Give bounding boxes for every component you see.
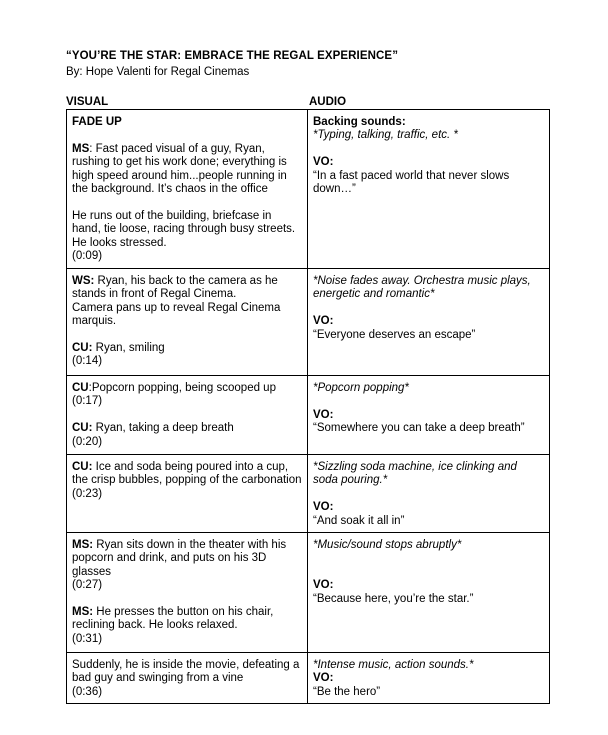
- vo-line: “Somewhere you can take a deep breath”: [313, 422, 525, 435]
- audio-cell-1: [308, 110, 550, 269]
- vo-label: VO:: [313, 315, 334, 328]
- vo-label: VO:: [313, 579, 334, 592]
- document-byline: By: Hope Valenti for Regal Cinemas: [66, 66, 250, 78]
- timecode: (0:31): [72, 632, 103, 645]
- script-row-6: [67, 653, 550, 704]
- shot-description: He presses the button on his chair, reclining back. He looks relaxed.: [72, 606, 274, 632]
- visual-text: [72, 461, 302, 488]
- shot-label: CU:: [72, 422, 93, 435]
- shot-description: Ryan, smiling: [92, 342, 165, 355]
- shot-label: WS:: [72, 275, 95, 287]
- visual-text: [72, 606, 302, 633]
- audio-cell-4: [308, 455, 550, 533]
- shot-label: CU: [72, 382, 89, 394]
- visual-cell-5: [67, 533, 308, 653]
- visual-cell-3: [67, 376, 308, 455]
- vo-label: VO:: [313, 408, 334, 421]
- visual-text: Camera pans up to reveal Regal Cinema marquis.: [72, 301, 281, 328]
- audio-cell-3: [308, 376, 550, 455]
- vo-label: VO:: [313, 156, 334, 169]
- timecode: (0:17): [72, 395, 103, 408]
- backing-sounds-label: Backing sounds:: [313, 116, 406, 128]
- script-table: [66, 109, 550, 704]
- shot-description: Ryan, his back to the camera as he stands in front of Regal Cinema.: [72, 275, 278, 301]
- vo-line: “In a fast paced world that never slows down…”: [313, 169, 510, 196]
- visual-text: [72, 342, 302, 355]
- audio-column-header: AUDIO: [309, 96, 347, 108]
- shot-label: MS:: [72, 606, 94, 619]
- visual-text: [72, 143, 302, 197]
- visual-text: [72, 422, 302, 435]
- vo-line: “Because here, you’re the star.”: [313, 592, 474, 605]
- visual-text: [72, 382, 302, 395]
- shot-description: Ryan, taking a deep breath: [92, 422, 234, 435]
- shot-description: Ryan sits down in the theater with his popcorn and drink, and puts on his 3D glasses: [72, 539, 287, 578]
- shot-description: Ice and soda being poured into a cup, the crisp bubbles, popping of the carbonation: [72, 461, 302, 487]
- visual-cell-4: [67, 455, 308, 533]
- audio-cell-2: [308, 269, 550, 376]
- shot-description: :Popcorn popping, being scooped up: [88, 382, 276, 394]
- script-row-3: [67, 376, 550, 455]
- timecode: (0:23): [72, 487, 103, 500]
- shot-label: MS: [72, 142, 90, 155]
- vo-line: “Everyone deserves an escape”: [313, 328, 476, 341]
- audio-cell-5: [308, 533, 550, 653]
- sound-cue: *Popcorn popping*: [313, 382, 409, 394]
- script-row-1: [67, 110, 550, 269]
- vo-line: “Be the hero”: [313, 685, 381, 698]
- script-row-2: [67, 269, 550, 376]
- timecode: (0:20): [72, 435, 103, 448]
- visual-cell-2: [67, 269, 308, 376]
- shot-label: CU:: [72, 461, 93, 473]
- sound-cue: *Noise fades away. Orchestra music plays, energetic and romantic*: [313, 275, 531, 301]
- visual-text: [72, 275, 302, 302]
- timecode: (0:36): [72, 685, 103, 698]
- timecode: (0:14): [72, 355, 103, 368]
- fade-up-label: FADE UP: [72, 116, 122, 128]
- script-row-5: [67, 533, 550, 653]
- visual-text: Suddenly, he is inside the movie, defeating a bad guy and swinging from a vine: [72, 659, 300, 685]
- vo-line: “And soak it all in”: [313, 514, 405, 527]
- timecode: (0:27): [72, 579, 103, 592]
- sound-cue: *Typing, talking, traffic, etc. *: [313, 129, 458, 142]
- visual-text: [72, 539, 302, 579]
- sound-cue: *Intense music, action sounds.*: [313, 659, 474, 672]
- vo-label: VO:: [313, 501, 334, 514]
- sound-cue: *Music/sound stops abruptly*: [313, 539, 462, 552]
- shot-label: CU:: [72, 342, 93, 355]
- visual-cell-1: [67, 110, 308, 269]
- sound-cue: *Sizzling soda machine, ice clinking and soda pouring.*: [313, 461, 517, 487]
- vo-label: VO:: [313, 672, 334, 685]
- shot-description: : Fast paced visual of a guy, Ryan, rushing to get his work done; everything is high speed around him...people running in the background. It’s chaos in the office: [72, 142, 287, 196]
- visual-text: He runs out of the building, briefcase in hand, tie loose, racing through busy streets. He looks stressed.: [72, 209, 296, 249]
- visual-cell-6: [67, 653, 308, 704]
- audio-cell-6: [308, 653, 550, 704]
- visual-column-header: VISUAL: [66, 96, 109, 108]
- timecode: (0:09): [72, 250, 103, 263]
- document-title: “YOU’RE THE STAR: EMBRACE THE REGAL EXPERIENCE”: [66, 50, 399, 62]
- shot-label: MS:: [72, 539, 94, 552]
- script-row-4: [67, 455, 550, 533]
